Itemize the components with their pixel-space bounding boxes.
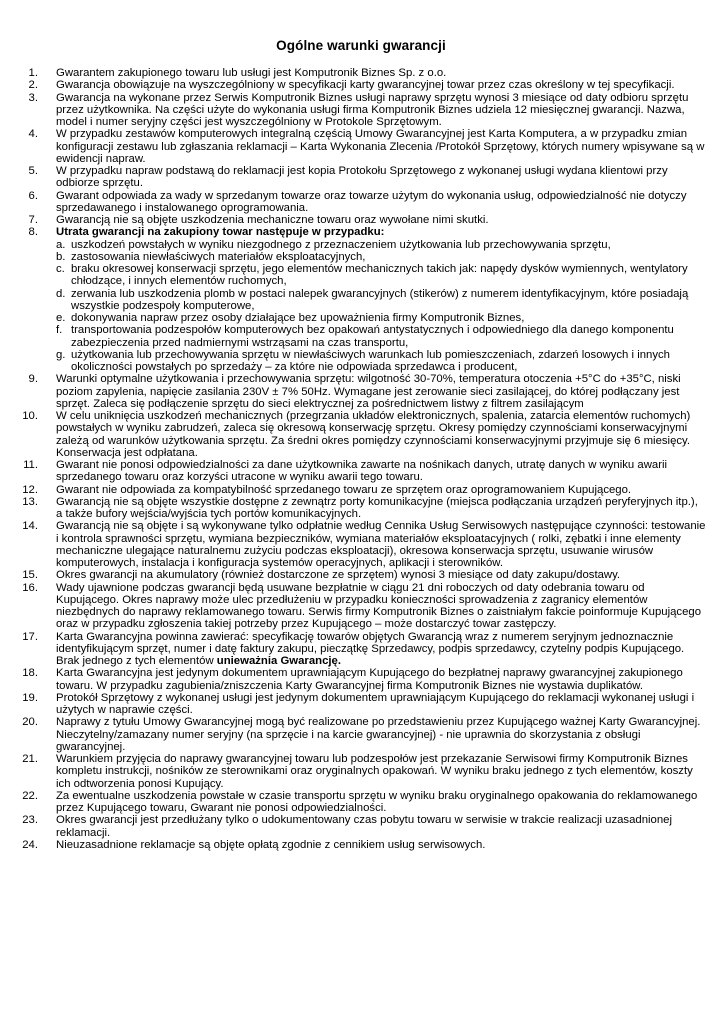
term-text: W przypadku zestawów komputerowych integralną częścią Umowy Gwarancyjnej jest Karta Komputera, a w przypadku zmian konfiguracji zestawu lub zgłaszania reklamacji – Karta Wykonania Zlecenia /Protokół Sprzętowy, których numery wpisywane są w ewidencji napraw. [56,128,705,165]
term-item [17,373,707,410]
term-item [17,569,707,581]
term-item [17,582,707,631]
term-text: Gwarant nie odpowiada za kompatybilność sprzedanego towaru ze sprzętem oraz oprogramowaniem Kupującego. [56,483,632,496]
term-text: Karta Gwarancyjna powinna zawierać: specyfikację towarów objętych Gwarancją wraz z numerem seryjnym jednoznacznie identyfikującym sprzęt, numer i datę faktury zakupu, pieczątkę Sprzedawcy, podpis sprzedawcy, czytelny podpis Kupującego. Brak jednego z tych elementów [56,630,685,667]
sub-item-letter: a. [56,238,66,251]
term-number: 16. [22,581,38,594]
term-number: 5. [28,165,38,177]
term-item [17,226,707,373]
sub-item-letter: g. [56,348,66,361]
term-text: Gwarancją nie są objęte i są wykonywane tylko odpłatnie według Cennika Usług Serwisowych następujące czynności: testowanie i kontrola sprawności sprzętu, wymiana bezpieczników, wymiana materiałów eksploatacyjnych ( rolki, zębatki i inne elementy mechaniczne ulegające naturalnemu zużyciu podczas eksploatacji), okresowa konserwacja sprzętu, usuwanie wirusów komputerowych, instalacja i konfiguracja systemów operacyjnych, aplikacji i sterowników. [56,520,706,569]
term-text: Gwarant odpowiada za wady w sprzedanym towarze oraz towarze użytym do wykonania usług, odpowiedzialność nie dotyczy sprzedawanego i instalowanego oprogramowania. [56,189,687,214]
term-number: 1. [28,67,38,79]
term-number: 13. [22,495,38,508]
sub-item-text: użytkowania lub przechowywania sprzętu w niewłaściwych warunkach lub pomieszczeniach, zdarzeń losowych i innych okoliczności powstałych po sprzedaży – za które nie odpowiada sprzedawca i producent, [71,348,670,373]
term-number: 4. [28,128,38,141]
sub-item-text: braku okresowej konserwacji sprzętu, jego elementów mechanicznych takich jak: napędy dysków wymiennych, wentylatory chłodzące, i innych elementów ruchomych, [71,263,688,288]
term-text: W celu uniknięcia uszkodzeń mechanicznych (przegrzania układów elektronicznych, spalenia, zatarcia elementów ruchomych) powstałych w wyniku zabrudzeń, zaleca się okresową konserwację sprzętu. Okresy pomiędzy czynnościami konserwacyjnymi zależą od warunków użytkowania sprzętu. Za średni okres pomiędzy czynnościami konserwacyjnymi przyjmuje się 6 miesięcy. Konserwacja jest odpłatana. [56,410,691,459]
sub-item-letter: b. [56,250,66,263]
sub-item-text: zastosowania niewłaściwych materiałów eksploatacyjnych, [71,250,366,263]
term-item [17,839,707,851]
term-text: Gwarancja obowiązuje na wyszczególniony w specyfikacji karty gwarancyjnej towar przez czas określony w tej specyfikacji. [56,79,675,92]
term-number: 6. [28,189,38,202]
sub-list [56,239,707,374]
term-item [17,165,707,190]
term-text: Gwarancją nie są objęte wszystkie dostępne z zewnątrz porty komunikacyjne (miejsca podłączania urządzeń peryferyjnych itp.), a także bufory wejścia/wyjścia tych portów komunikacyjnych. [56,495,698,520]
term-item [17,410,707,459]
term-number: 12. [22,483,38,496]
term-text: Okres gwarancji na akumulatory (również dostarczone ze sprzętem) wynosi 3 miesiące od daty zakupu/dostawy. [56,569,621,582]
term-number: 18. [22,667,38,680]
sub-item [56,312,707,324]
term-text: Gwarancja na wykonane przez Serwis Komputronik Biznes usługi naprawy sprzętu wynosi 3 miesiące od daty odbioru sprzętu przez użytkownika. Na części użyte do wykonania usługi firma Komputronik Biznes udziela 12 miesięcznej gwarancji. Nazwa, model i numer seryjny części jest wyszczególniony w Protokole Sprzętowym. [56,91,689,128]
term-number: 19. [22,691,38,704]
term-number: 22. [22,789,38,802]
term-text: Gwarantem zakupionego towaru lub usługi jest Komputronik Biznes Sp. z o.o. [56,67,447,79]
term-text: Gwarant nie ponosi odpowiedzialności za dane użytkownika zawarte na nośnikach danych, utratę danych w wyniku awarii sprzedanego towaru oraz korzyści utracone w wyniku awarii tego towaru. [56,459,668,484]
term-number: 21. [22,753,38,765]
sub-item [56,263,707,288]
term-text: Nieuzasadnione reklamacje są objęte opłatą zgodnie z cennikiem usług serwisowych. [56,838,486,851]
term-number: 7. [28,214,38,226]
term-text: Gwarancją nie są objęte uszkodzenia mechaniczne towaru oraz wywołane nimi skutki. [56,214,489,226]
sub-item-letter: c. [56,263,65,275]
term-text: Warunki optymalne użytkowania i przechowywania sprzętu: wilgotność 30-70%, temperatura otoczenia +5°C do +35°C, niski poziom zapylenia, napięcie zasilania 230V ± 7% 50Hz. Wymagane jest zerowanie sieci zasilającej, do której podłączany jest sprzęt. Zaleca się podłączenie sprzętu do sieci elektrycznej za pośrednictwem listwy z filtrem zasilającym [56,373,681,410]
term-item [17,814,707,839]
sub-item-letter: e. [56,312,66,324]
term-text: Utrata gwarancji na zakupiony towar następuje w przypadku: [56,226,385,239]
term-text: Okres gwarancji jest przedłużany tylko o udokumentowany czas pobytu towaru w serwisie w trakcie realizacji uzasadnionej reklamacji. [56,814,672,839]
term-number: 15. [22,569,38,582]
term-emphasis: unieważnia Gwarancję. [216,655,341,667]
term-item [17,459,707,484]
term-item [17,790,707,815]
term-item [17,190,707,215]
sub-item-text: uszkodzeń powstałych w wyniku niezgodnego z przeznaczeniem użytkowania lub przechowywania sprzętu, [71,238,611,251]
term-number: 23. [22,814,38,827]
term-item [17,484,707,496]
term-number: 24. [22,838,38,851]
term-item [17,692,707,717]
term-item [17,631,707,668]
term-text: Warunkiem przyjęcia do naprawy gwarancyjnej towaru lub podzespołów jest przekazanie Serwisowi firmy Komputronik Biznes kompletu instrukcji, nośników ze sterownikami oraz oryginalnych opakowań. W wyniku braku jednego z tych elementów, koszty ich odtworzenia ponosi Kupujący. [56,753,693,790]
sub-item-text: zerwania lub uszkodzenia plomb w postaci nalepek gwarancyjnych (stikerów) z numerem identyfikacyjnym, które posiadają wszystkie podzespoły komputerowe, [71,287,689,312]
term-number: 20. [22,716,38,729]
page-title: Ogólne warunki gwarancji [276,38,446,53]
term-number: 2. [28,79,38,92]
term-item [17,214,707,226]
term-number: 17. [22,630,38,643]
sub-item-letter: f. [56,324,63,337]
term-number: 14. [22,520,38,533]
term-number: 10. [22,410,38,422]
term-item [17,753,707,790]
term-text: Wady ujawnione podczas gwarancji będą usuwane bezpłatnie w ciągu 21 dni roboczych od daty odebrania towaru od Kupującego. Okres naprawy może ulec przedłużeniu w przypadku konieczności sprowadzenia z zagranicy elementów niezbędnych do naprawy reklamowanego towaru. Serwis firmy Komputronik Biznes o zaistniałym fakcie poinformuje Kupującego oraz w przypadku zgłoszenia takiej potrzeby przez Kupującego – może dostarczyć towar zastępczy. [56,581,702,631]
sub-item [56,251,707,263]
sub-item [56,239,707,251]
sub-item-text: transportowania podzespołów komputerowych bez opakowań antystatycznych i odpowiedniego dla danego komponentu zabezpieczenia przed nadmiernymi wstrząsami na czas transportu, [71,324,674,349]
term-item [17,79,707,91]
sub-item [56,324,707,349]
sub-item [56,288,707,313]
sub-item-text: dokonywania napraw przez osoby działające bez upoważnienia firmy Komputronik Biznes, [71,312,525,324]
term-text: Za ewentualne uszkodzenia powstałe w czasie transportu sprzętu w wyniku braku oryginalnego opakowania do reklamowanego przez Kupującego towaru, Gwarant nie ponosi odpowiedzialności. [56,789,698,814]
term-text: W przypadku napraw podstawą do reklamacji jest kopia Protokołu Sprzętowego z wykonanej usługi wydana klientowi przy odbiorze sprzętu. [56,165,668,190]
term-item [17,496,707,521]
term-text: Naprawy z tytułu Umowy Gwarancyjnej mogą być realizowane po przedstawieniu przez Kupującego ważnej Karty Gwarancyjnej. Nieczytelny/zamazany numer seryjny (na sprzęcie i na karcie gwarancyjnej) - nie uprawnia do skorzystania z obsługi gwarancyjnej. [56,716,701,753]
term-item [17,716,707,753]
term-number: 9. [28,373,38,386]
sub-item-letter: d. [56,287,66,300]
term-item [17,92,707,129]
term-text: Protokół Sprzętowy z wykonanej usługi jest jedynym dokumentem uprawniającym Kupującego do reklamacji wykonanej usługi i użytych w naprawie części. [56,691,695,716]
term-item [17,667,707,692]
term-text: Karta Gwarancyjna jest jedynym dokumentem uprawniającym Kupującego do bezpłatnej naprawy gwarancyjnej zakupionego towaru. W przypadku zagubienia/zniszczenia Karty Gwarancyjnej firma Komputronik Biznes nie wystawia duplikatów. [56,667,683,692]
sub-item [56,349,707,374]
term-item [17,520,707,569]
term-item [17,128,707,165]
warranty-terms-list [17,67,707,851]
term-item [17,67,707,79]
term-number: 3. [28,91,38,104]
term-number: 11. [23,459,38,471]
term-number: 8. [28,226,38,239]
